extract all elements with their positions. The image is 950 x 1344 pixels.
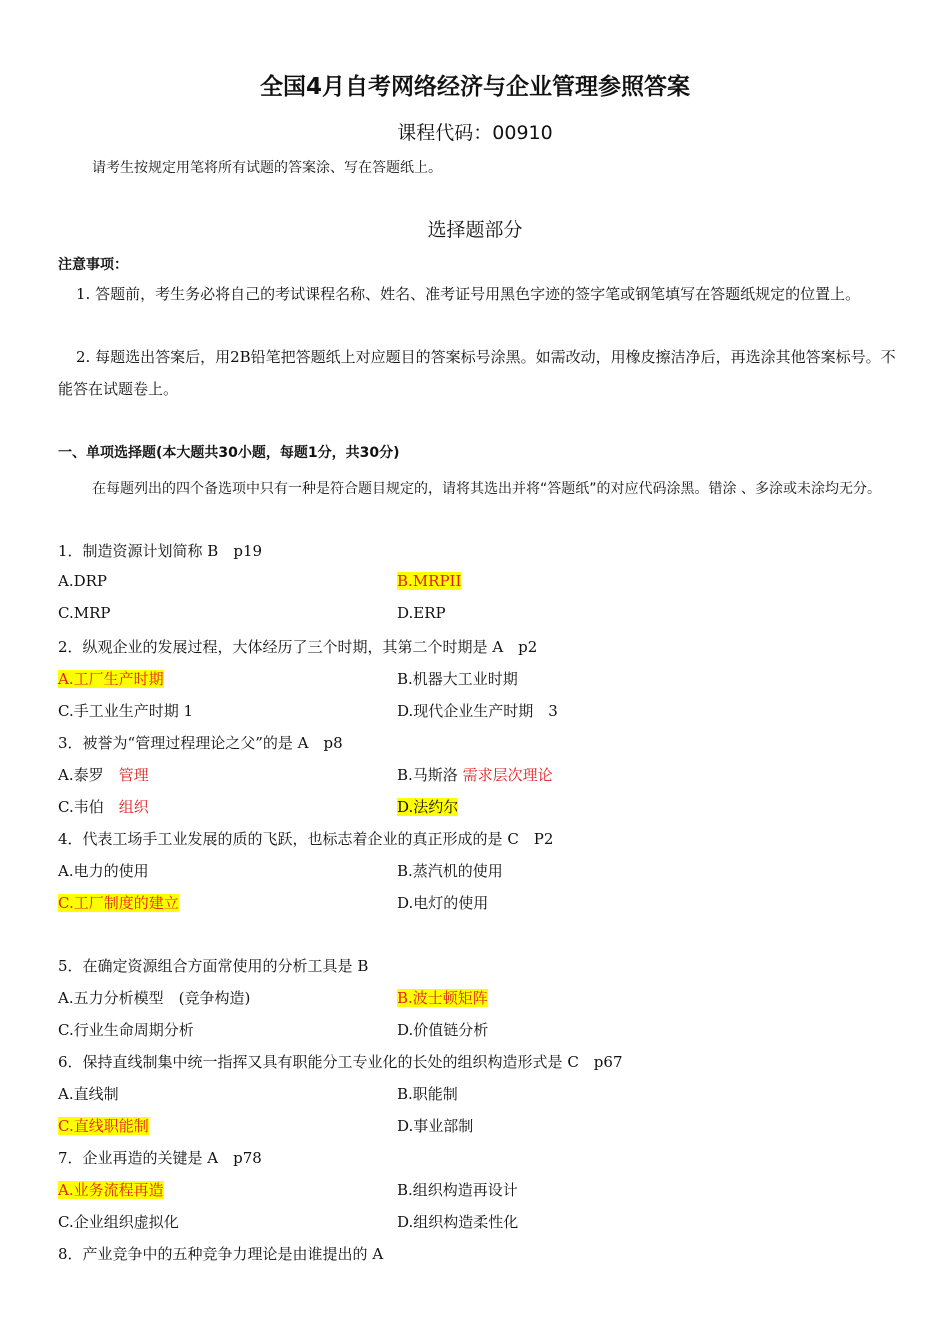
option-c-text: C.韦伯 [58, 798, 104, 816]
option-c: C.行业生命周期分析 [58, 1021, 194, 1039]
option-d: D.ERP [397, 604, 446, 622]
answer-highlight: B.MRPII [397, 572, 462, 590]
option-c: C.企业组织虚拟化 [58, 1213, 179, 1231]
option-b-note: 需求层次理论 [462, 766, 553, 784]
question-stem: 8．产业竞争中的五种竞争力理论是由谁提出的 A [58, 1245, 384, 1263]
option-b: B.组织构造再设计 [397, 1181, 518, 1199]
answer-highlight: D.法约尔 [397, 798, 459, 816]
option-d: D.事业部制 [397, 1117, 474, 1135]
option-a: A.直线制 [58, 1085, 119, 1103]
note-1 [58, 278, 898, 310]
note-2-text: 2. 每题选出答案后，用2B铅笔把答题纸上对应题目的答案标号涂黑。如需改动，用橡皮擦洁净后，再选涂其他答案标号。不能答在试题卷上。 [58, 348, 896, 398]
option-b: B.蒸汽机的使用 [397, 862, 503, 880]
option-a [58, 764, 149, 785]
answer-highlight: C.直线职能制 [58, 1117, 149, 1135]
option-b [397, 987, 488, 1008]
option-a: A.DRP [58, 572, 108, 590]
answer-highlight: A.业务流程再造 [58, 1181, 164, 1199]
answer-highlight: A.工厂生产时期 [58, 670, 164, 688]
option-d: D.价值链分析 [397, 1021, 489, 1039]
page-title: 全国4月自考网络经济与企业管理参照答案 [259, 74, 690, 100]
option-c [58, 1115, 149, 1136]
option-a: A.电力的使用 [58, 862, 149, 880]
notes-heading: 注意事项： [58, 257, 128, 273]
part-description: 在每题列出的四个备选项中只有一种是符合题目规定的，请将其选出并将“答题纸”的对应代码涂黑。错涂 、多涂或未涂均无分。 [92, 481, 881, 497]
note-2 [58, 341, 898, 405]
option-a-note: 管理 [118, 766, 149, 784]
option-a: A.五力分析模型 (竞争构造) [58, 989, 251, 1007]
option-a [58, 1179, 164, 1200]
question-stem: 3．被誉为“管理过程理论之父”的是 A p8 [58, 734, 343, 752]
answer-highlight: C.工厂制度的建立 [58, 894, 179, 912]
option-b [397, 572, 461, 590]
option-b: B.职能制 [397, 1085, 458, 1103]
option-c [58, 796, 149, 817]
question-stem: 4．代表工场手工业发展的质的飞跃，也标志着企业的真正形成的是 C P2 [58, 830, 554, 848]
question-stem: 2．纵观企业的发展过程，大体经历了三个时期，其第二个时期是 A p2 [58, 638, 538, 656]
option-a-text: A.泰罗 [58, 766, 104, 784]
section-title: 选择题部分 [427, 219, 523, 241]
option-d [397, 796, 458, 817]
option-b-text: B.马斯洛 [397, 766, 458, 784]
option-c [58, 892, 179, 913]
option-b [397, 764, 553, 785]
question-stem: 5．在确定资源组合方面常使用的分析工具是 B [58, 957, 369, 975]
option-d: D.组织构造柔性化 [397, 1213, 519, 1231]
question-stem: 7．企业再造的关键是 A p78 [58, 1149, 262, 1167]
answer-highlight: B.波士顿矩阵 [397, 989, 488, 1007]
option-a [58, 668, 164, 689]
course-code: 课程代码：00910 [397, 122, 553, 144]
part-heading: 一、单项选择题(本大题共30小题，每题1分，共30分) [58, 445, 400, 461]
option-d: D.现代企业生产时期 3 [397, 702, 558, 720]
option-c: C.手工业生产时期 1 [58, 702, 194, 720]
question-stem: 1．制造资源计划简称 B p19 [58, 542, 263, 560]
question-stem: 6．保持直线制集中统一指挥又具有职能分工专业化的长处的组织构造形式是 C p67 [58, 1053, 623, 1071]
note-1-text: 1. 答题前，考生务必将自己的考试课程名称、姓名、准考证号用黑色字迹的签字笔或钢笔填写在答题纸规定的位置上。 [76, 285, 861, 303]
option-d: D.电灯的使用 [397, 894, 489, 912]
instruction-text: 请考生按规定用笔将所有试题的答案涂、写在答题纸上。 [92, 160, 442, 176]
option-b: B.机器大工业时期 [397, 670, 518, 688]
option-c-note: 组织 [118, 798, 149, 816]
option-c: C.MRP [58, 604, 111, 622]
